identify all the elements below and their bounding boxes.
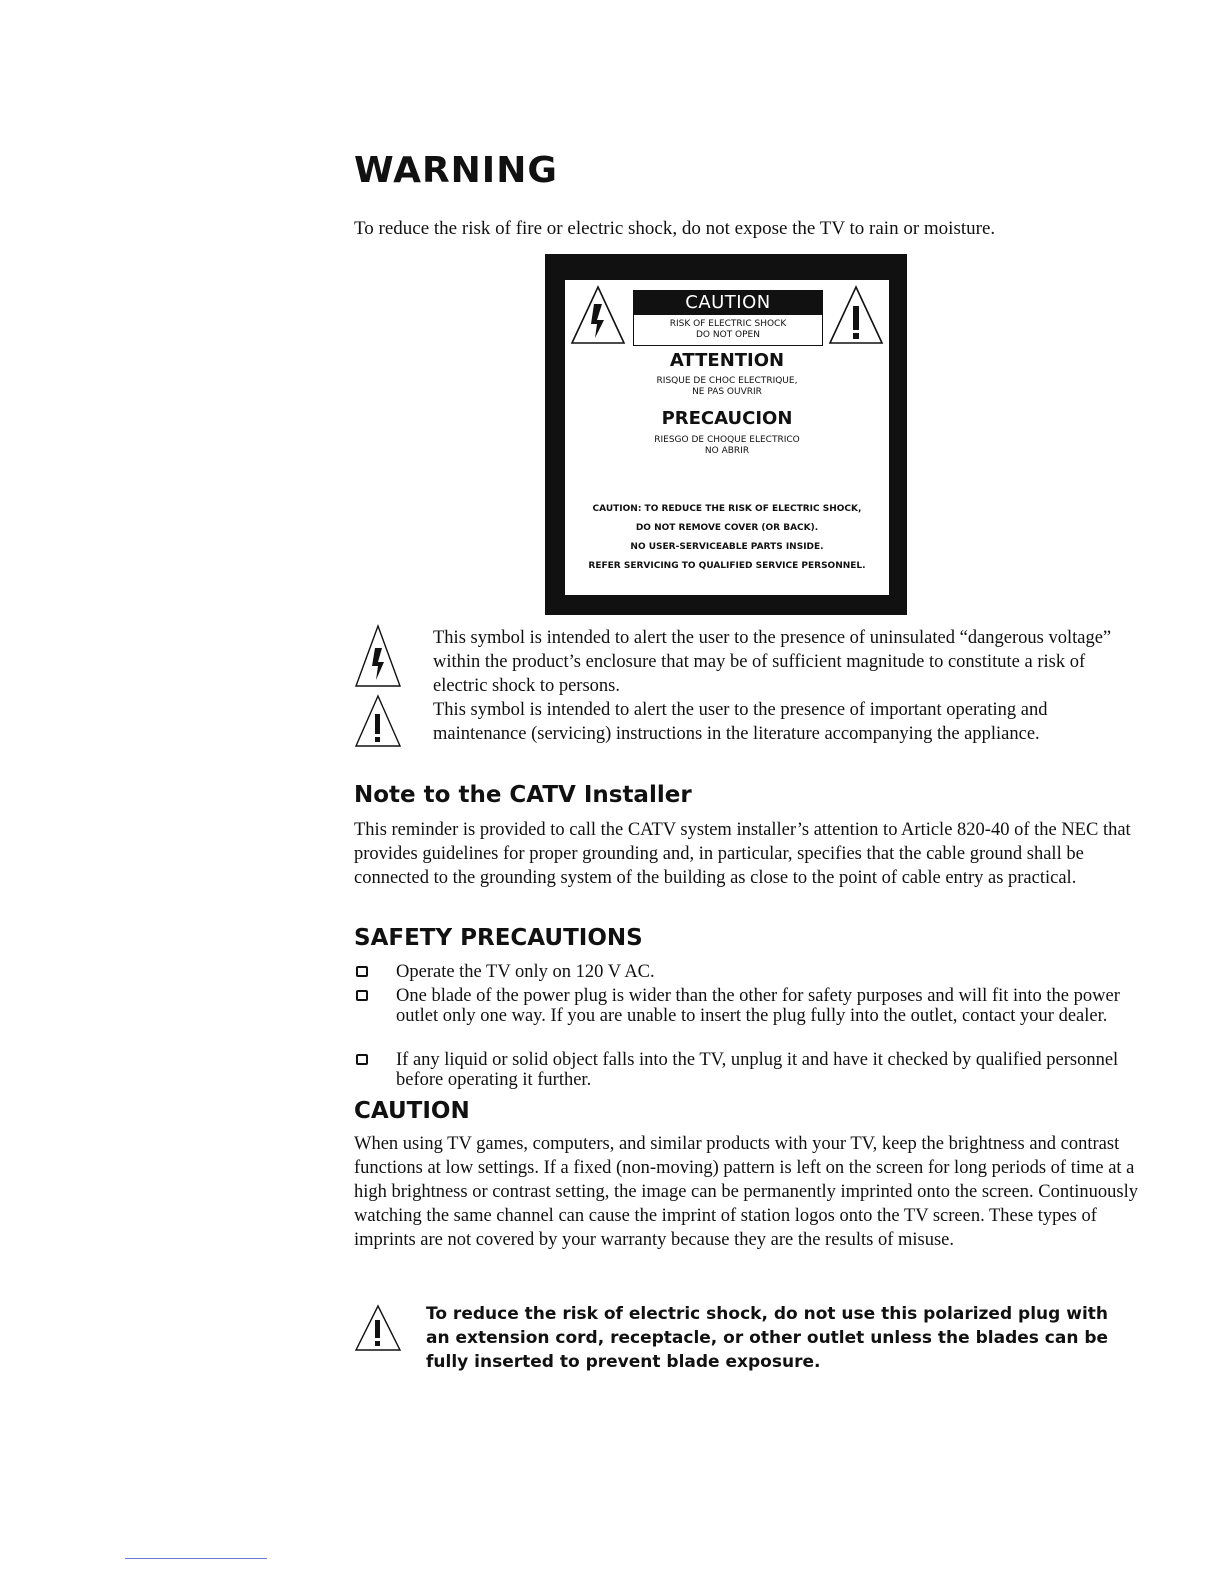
caution-box-title: CAUTION	[634, 291, 822, 315]
checkbox-icon	[356, 1054, 368, 1065]
voltage-warning-icon	[569, 284, 627, 346]
label-lower-line4: REFER SERVICING TO QUALIFIED SERVICE PERSONNEL.	[588, 561, 866, 571]
footer-rule	[125, 1558, 267, 1559]
caution-box-line2: DO NOT OPEN	[696, 330, 760, 340]
catv-body: This reminder is provided to call the CATV system installer’s attention to Article 820-40 of the NEC that provides guidelines for proper grounding and, in particular, specifies that the cable ground shall be connected to the grounding system of the building as close to the point of cable entry as practical.	[354, 820, 1131, 888]
voltage-warning-icon	[354, 624, 402, 690]
label-lower-line3: NO USER-SERVICEABLE PARTS INSIDE.	[630, 542, 824, 552]
attention-line1: RISQUE DE CHOC ELECTRIQUE,	[656, 376, 798, 386]
precaucion-line2: NO ABRIR	[704, 446, 750, 456]
exclamation-warning-icon	[354, 1304, 402, 1354]
precaucion-heading: PRECAUCION	[661, 408, 793, 429]
label-lower-line2: DO NOT REMOVE COVER (OR BACK).	[635, 523, 819, 533]
attention-heading: ATTENTION	[669, 350, 785, 371]
safety-heading: SAFETY PRECAUTIONS	[354, 925, 643, 951]
exclamation-warning-icon	[354, 694, 402, 750]
safety-item: Operate the TV only on 120 V AC.	[396, 962, 655, 982]
voltage-symbol-text: This symbol is intended to alert the user to the presence of uninsulated “dangerous voltage” within the product’s enclosure that may be of sufficient magnitude to constitute a risk of electric shock to persons.	[433, 628, 1112, 696]
safety-item: One blade of the power plug is wider than the other for safety purposes and will fit into the power outlet only one way. If you are unable to insert the plug fully into the outlet, contact your dealer.	[396, 986, 1120, 1026]
checkbox-icon	[356, 990, 368, 1001]
catv-heading: Note to the CATV Installer	[354, 782, 692, 808]
caution-box-line1: RISK OF ELECTRIC SHOCK	[669, 319, 787, 329]
attention-line2: NE PAS OUVRIR	[692, 387, 762, 397]
exclamation-symbol-text: This symbol is intended to alert the user to the presence of important operating and maintenance (servicing) instructions in the literature accompanying the appliance.	[433, 700, 1048, 744]
caution-label	[545, 254, 907, 615]
exclamation-warning-icon	[827, 284, 885, 346]
caution-body: When using TV games, computers, and similar products with your TV, keep the brightness and contrast functions at low settings. If a fixed (non-moving) pattern is left on the screen for long periods of time at a high brightness or contrast setting, the image can be permanently imprinted onto the screen. Continuously watching the same channel can cause the imprint of station logos onto the TV screen. These types of imprints are not covered by your warranty because they are the results of misuse.	[354, 1134, 1139, 1250]
label-lower-panel	[565, 490, 889, 595]
caution-heading: CAUTION	[354, 1098, 470, 1124]
page-title: WARNING	[354, 150, 558, 191]
precaucion-line1: RIESGO DE CHOQUE ELECTRICO	[654, 435, 800, 445]
caution-box	[633, 290, 823, 346]
final-warning-text: To reduce the risk of electric shock, do not use this polarized plug with an extension cord, receptacle, or other outlet unless the blades can be fully inserted to prevent blade exposure.	[426, 1304, 1109, 1372]
label-lower-line1: CAUTION: TO REDUCE THE RISK OF ELECTRIC SHOCK,	[592, 504, 862, 514]
intro-text: To reduce the risk of fire or electric shock, do not expose the TV to rain or moisture.	[354, 218, 996, 239]
safety-item: If any liquid or solid object falls into the TV, unplug it and have it checked by qualified personnel before operating it further.	[396, 1050, 1119, 1090]
checkbox-icon	[356, 966, 368, 977]
